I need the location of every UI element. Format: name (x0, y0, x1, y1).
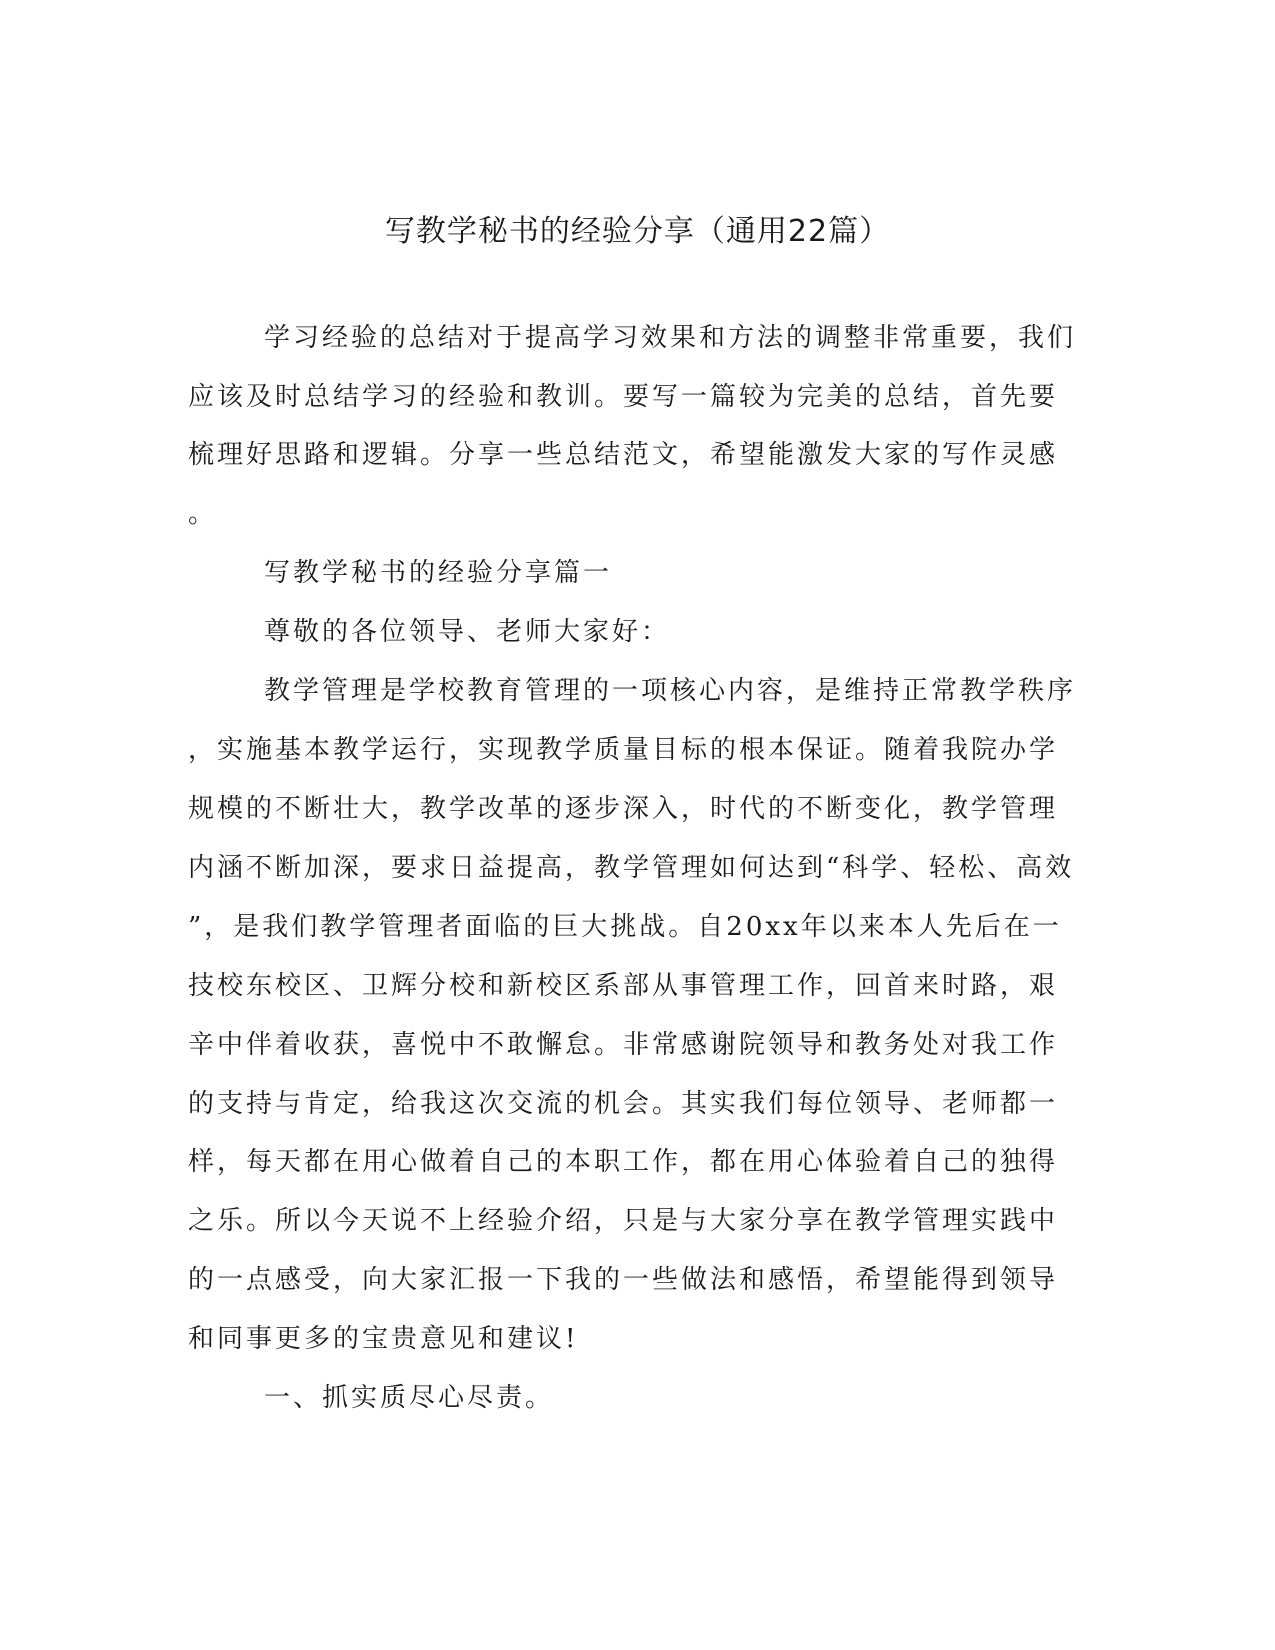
intro-line-2: 应该及时总结学习的经验和教训。要写一篇较为完美的总结，首先要 (188, 382, 1059, 412)
body-line-4: 内涵不断加深，要求日益提高，教学管理如何达到“科学、轻松、高效 (188, 853, 1075, 883)
body-line-3: 规模的不断壮大，教学改革的逐步深入，时代的不断变化，教学管理 (188, 794, 1059, 824)
salutation: 尊敬的各位领导、老师大家好： (264, 617, 671, 647)
document-title: 写教学秘书的经验分享（通用22篇） (384, 214, 891, 249)
section-heading: 写教学秘书的经验分享篇一 (264, 558, 613, 588)
intro-line-3: 梳理好思路和逻辑。分享一些总结范文，希望能激发大家的写作灵感 (188, 440, 1059, 470)
body-line-9: 样，每天都在用心做着自己的本职工作，都在用心体验着自己的独得 (188, 1147, 1059, 1177)
point-one-heading: 一、抓实质尽心尽责。 (264, 1383, 555, 1413)
intro-line-4: 。 (188, 499, 218, 529)
body-line-10: 之乐。所以今天说不上经验介绍，只是与大家分享在教学管理实践中 (188, 1206, 1059, 1236)
body-line-11: 的一点感受，向大家汇报一下我的一些做法和感悟，希望能得到领导 (188, 1265, 1059, 1295)
body-line-12: 和同事更多的宝贵意见和建议! (188, 1324, 579, 1354)
body-line-2: ，实施基本教学运行，实现教学质量目标的根本保证。随着我院办学 (188, 735, 1059, 765)
body-line-6: 技校东校区、卫辉分校和新校区系部从事管理工作，回首来时路，艰 (188, 971, 1059, 1001)
body-line-5: ”，是我们教学管理者面临的巨大挑战。自20xx年以来本人先后在一 (188, 912, 1062, 942)
intro-line-1: 学习经验的总结对于提高学习效果和方法的调整非常重要，我们 (264, 323, 1077, 353)
body-line-1: 教学管理是学校教育管理的一项核心内容，是维持正常教学秩序 (264, 676, 1077, 706)
body-line-8: 的支持与肯定，给我这次交流的机会。其实我们每位领导、老师都一 (188, 1089, 1059, 1119)
body-line-7: 辛中伴着收获，喜悦中不敢懈怠。非常感谢院领导和教务处对我工作 (188, 1030, 1059, 1060)
